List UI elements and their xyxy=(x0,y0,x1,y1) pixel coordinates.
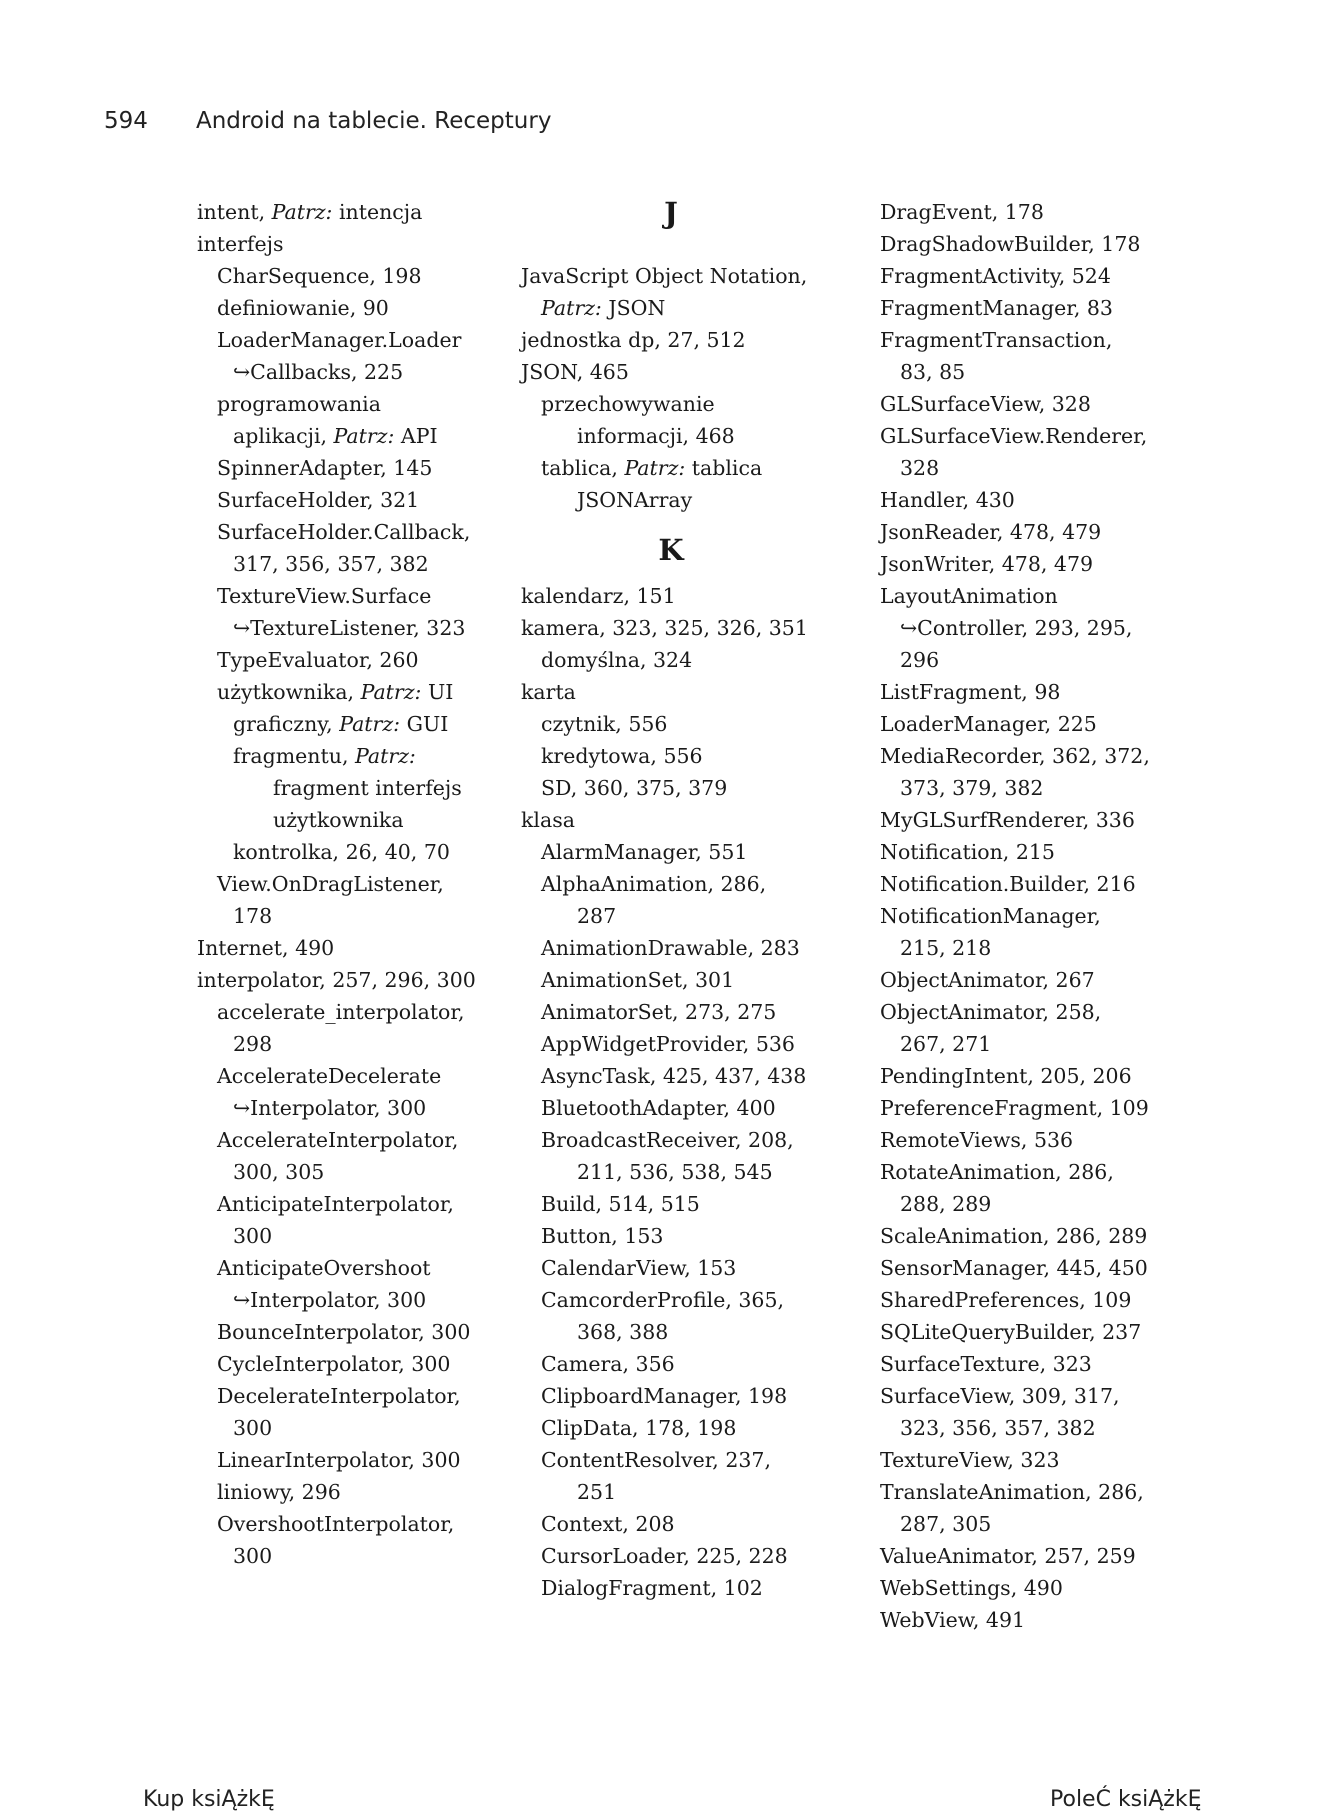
index-entry: AnticipateInterpolator, xyxy=(217,1192,454,1216)
index-entry: SurfaceHolder, 321 xyxy=(217,488,420,512)
section-heading: K xyxy=(658,533,684,567)
index-entry: AnimatorSet, 273, 275 xyxy=(541,1000,777,1024)
index-entry: 368, 388 xyxy=(577,1320,669,1344)
index-entry: TypeEvaluator, 260 xyxy=(217,648,419,672)
index-entry: jednostka dp, 27, 512 xyxy=(521,328,746,352)
index-entry: 211, 536, 538, 545 xyxy=(577,1160,773,1184)
index-entry: DragEvent, 178 xyxy=(880,200,1044,224)
index-entry: 317, 356, 357, 382 xyxy=(233,552,429,576)
index-entry: OvershootInterpolator, xyxy=(217,1512,455,1536)
index-entry: SensorManager, 445, 450 xyxy=(880,1256,1148,1280)
index-entry: tablica, Patrz: tablica xyxy=(541,456,763,480)
index-entry: 178 xyxy=(233,904,273,928)
index-entry: 373, 379, 382 xyxy=(900,776,1044,800)
index-entry: 251 xyxy=(577,1480,617,1504)
index-entry: AnticipateOvershoot xyxy=(217,1256,431,1280)
index-entry: JsonWriter, 478, 479 xyxy=(880,552,1094,576)
index-entry: Context, 208 xyxy=(541,1512,675,1536)
index-entry: BounceInterpolator, 300 xyxy=(217,1320,471,1344)
index-entry: PendingIntent, 205, 206 xyxy=(880,1064,1132,1088)
index-entry: DragShadowBuilder, 178 xyxy=(880,232,1141,256)
index-entry: LoaderManager.Loader xyxy=(217,328,462,352)
index-entry: GLSurfaceView.Renderer, xyxy=(880,424,1148,448)
index-entry: Notification.Builder, 216 xyxy=(880,872,1136,896)
index-entry: ↪Controller, 293, 295, xyxy=(900,616,1133,640)
index-entry: SD, 360, 375, 379 xyxy=(541,776,728,800)
index-entry: BroadcastReceiver, 208, xyxy=(541,1128,794,1152)
index-entry: definiowanie, 90 xyxy=(217,296,389,320)
index-entry: fragmentu, Patrz: xyxy=(233,744,416,768)
see-reference-label: Patrz: xyxy=(339,712,401,736)
index-entry: FragmentManager, 83 xyxy=(880,296,1113,320)
index-entry: DialogFragment, 102 xyxy=(541,1576,763,1600)
index-entry: SurfaceView, 309, 317, xyxy=(880,1384,1120,1408)
index-entry: 300, 305 xyxy=(233,1160,325,1184)
see-reference-label: Patrz: xyxy=(624,456,686,480)
index-entry: przechowywanie xyxy=(541,392,715,416)
index-entry: 323, 356, 357, 382 xyxy=(900,1416,1096,1440)
index-entry: DecelerateInterpolator, xyxy=(217,1384,461,1408)
index-entry: ↪TextureListener, 323 xyxy=(233,616,466,640)
see-reference-label: Patrz: xyxy=(541,296,602,320)
index-entry: aplikacji, Patrz: API xyxy=(233,424,438,448)
index-entry: kredytowa, 556 xyxy=(541,744,703,768)
index-entry: GLSurfaceView, 328 xyxy=(880,392,1091,416)
index-entry: 215, 218 xyxy=(900,936,992,960)
index-entry: View.OnDragListener, xyxy=(217,872,444,896)
index-entry: BluetoothAdapter, 400 xyxy=(541,1096,776,1120)
index-entry: ↪Callbacks, 225 xyxy=(233,360,404,384)
recommend-book-link[interactable]: PoleĆ ksiĄżkĘ xyxy=(1050,1787,1202,1812)
index-entry: użytkownika xyxy=(273,808,404,832)
index-entry: AnimationSet, 301 xyxy=(541,968,735,992)
index-entry: ClipData, 178, 198 xyxy=(541,1416,737,1440)
index-entry: PreferenceFragment, 109 xyxy=(880,1096,1149,1120)
index-entry: CursorLoader, 225, 228 xyxy=(541,1544,788,1568)
index-entry: ValueAnimator, 257, 259 xyxy=(880,1544,1136,1568)
index-entry: AsyncTask, 425, 437, 438 xyxy=(541,1064,807,1088)
index-entry: RemoteViews, 536 xyxy=(880,1128,1074,1152)
index-entry: AccelerateInterpolator, xyxy=(217,1128,459,1152)
page-number: 594 xyxy=(104,108,148,134)
index-entry: WebView, 491 xyxy=(880,1608,1026,1632)
index-entry: ScaleAnimation, 286, 289 xyxy=(880,1224,1148,1248)
index-entry: ↪Interpolator, 300 xyxy=(233,1288,427,1312)
index-entry: TextureView, 323 xyxy=(880,1448,1060,1472)
index-entry: CharSequence, 198 xyxy=(217,264,422,288)
index-entry: graficzny, Patrz: GUI xyxy=(233,712,449,736)
see-reference-label: Patrz: xyxy=(333,424,395,448)
footer-recommend-book xyxy=(1050,1787,1202,1812)
index-entry: ObjectAnimator, 267 xyxy=(880,968,1095,992)
see-reference-label: Patrz: xyxy=(360,680,422,704)
index-entry: karta xyxy=(521,680,576,704)
index-entry: LayoutAnimation xyxy=(880,584,1058,608)
index-entry: SurfaceTexture, 323 xyxy=(880,1352,1092,1376)
index-entry: czytnik, 556 xyxy=(541,712,668,736)
index-entry: interpolator, 257, 296, 300 xyxy=(197,968,476,992)
index-entry: fragment interfejs xyxy=(273,776,462,800)
index-entry: SurfaceHolder.Callback, xyxy=(217,520,471,544)
index-entry: domyślna, 324 xyxy=(541,648,693,672)
index-entry: SQLiteQueryBuilder, 237 xyxy=(880,1320,1142,1344)
index-entry: Notification, 215 xyxy=(880,840,1055,864)
index-entry: SpinnerAdapter, 145 xyxy=(217,456,433,480)
index-entry: MyGLSurfRenderer, 336 xyxy=(880,808,1135,832)
index-entry: LinearInterpolator, 300 xyxy=(217,1448,461,1472)
index-entry: 300 xyxy=(233,1544,273,1568)
index-entry: 267, 271 xyxy=(900,1032,992,1056)
index-entry: LoaderManager, 225 xyxy=(880,712,1097,736)
index-entry: 83, 85 xyxy=(900,360,966,384)
index-entry: RotateAnimation, 286, xyxy=(880,1160,1114,1184)
index-entry: CalendarView, 153 xyxy=(541,1256,737,1280)
index-entry: ContentResolver, 237, xyxy=(541,1448,771,1472)
index-entry: CamcorderProfile, 365, xyxy=(541,1288,784,1312)
index-entry: Build, 514, 515 xyxy=(541,1192,700,1216)
index-entry: TranslateAnimation, 286, xyxy=(880,1480,1144,1504)
see-reference-label: Patrz: xyxy=(354,744,416,768)
buy-book-link[interactable]: Kup ksiĄżkĘ xyxy=(143,1787,275,1812)
index-entry: AlphaAnimation, 286, xyxy=(541,872,767,896)
index-entry: FragmentActivity, 524 xyxy=(880,264,1111,288)
index-entry: kalendarz, 151 xyxy=(521,584,676,608)
index-entry: interfejs xyxy=(197,232,284,256)
index-entry: kamera, 323, 325, 326, 351 xyxy=(521,616,808,640)
page-header xyxy=(104,108,551,134)
index-entry: 296 xyxy=(900,648,940,672)
index-entry: 287, 305 xyxy=(900,1512,992,1536)
index-entry: 328 xyxy=(900,456,940,480)
index-entry: MediaRecorder, 362, 372, xyxy=(880,744,1150,768)
index-entry: Internet, 490 xyxy=(197,936,335,960)
section-heading: J xyxy=(664,196,678,230)
index-column-3 xyxy=(880,196,1180,1636)
index-entry: CycleInterpolator, 300 xyxy=(217,1352,451,1376)
index-entry: Patrz: JSON xyxy=(541,296,666,320)
index-entry: JsonReader, 478, 479 xyxy=(880,520,1102,544)
index-entry: JSON, 465 xyxy=(521,360,629,384)
index-entry: TextureView.Surface xyxy=(217,584,432,608)
index-entry: AccelerateDecelerate xyxy=(217,1064,442,1088)
index-entry: FragmentTransaction, xyxy=(880,328,1113,352)
running-title: Android na tablecie. Receptury xyxy=(196,108,552,134)
index-entry: JSONArray xyxy=(577,488,693,512)
index-entry: Camera, 356 xyxy=(541,1352,675,1376)
see-reference-label: Patrz: xyxy=(271,200,333,224)
index-column-2 xyxy=(521,196,821,1604)
index-column-1 xyxy=(197,196,497,1572)
index-entry: ObjectAnimator, 258, xyxy=(880,1000,1102,1024)
index-entry: ClipboardManager, 198 xyxy=(541,1384,788,1408)
index-entry: kontrolka, 26, 40, 70 xyxy=(233,840,450,864)
index-entry: ↪Interpolator, 300 xyxy=(233,1096,427,1120)
index-entry: klasa xyxy=(521,808,575,832)
index-entry: AnimationDrawable, 283 xyxy=(541,936,800,960)
index-entry: AlarmManager, 551 xyxy=(541,840,748,864)
index-entry: accelerate_interpolator, xyxy=(217,1000,465,1024)
index-entry: AppWidgetProvider, 536 xyxy=(541,1032,795,1056)
index-entry: Button, 153 xyxy=(541,1224,664,1248)
index-entry: 288, 289 xyxy=(900,1192,992,1216)
index-entry: JavaScript Object Notation, xyxy=(521,264,808,288)
index-entry: 300 xyxy=(233,1224,273,1248)
index-entry: 300 xyxy=(233,1416,273,1440)
index-entry: informacji, 468 xyxy=(577,424,735,448)
footer-buy-book xyxy=(143,1787,275,1812)
index-entry: 287 xyxy=(577,904,617,928)
index-entry: NotificationManager, xyxy=(880,904,1101,928)
index-entry: programowania xyxy=(217,392,381,416)
index-entry: 298 xyxy=(233,1032,273,1056)
index-entry: ListFragment, 98 xyxy=(880,680,1061,704)
index-entry: WebSettings, 490 xyxy=(880,1576,1063,1600)
index-entry: Handler, 430 xyxy=(880,488,1015,512)
index-entry: SharedPreferences, 109 xyxy=(880,1288,1132,1312)
index-entry: użytkownika, Patrz: UI xyxy=(217,680,454,704)
index-entry: intent, Patrz: intencja xyxy=(197,200,423,224)
index-entry: liniowy, 296 xyxy=(217,1480,341,1504)
